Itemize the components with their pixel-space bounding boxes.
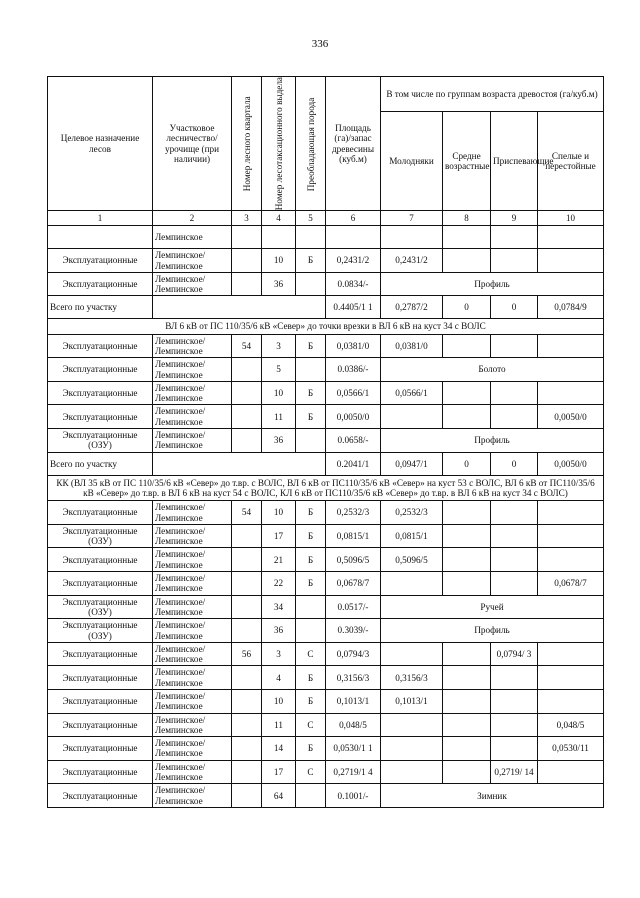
cell-quarter — [232, 249, 262, 273]
table-row — [48, 405, 604, 429]
cell-species: С — [296, 713, 326, 737]
cell-middle — [443, 572, 491, 596]
total-middle: 0 — [443, 452, 491, 475]
table-row — [48, 642, 604, 666]
cell-purpose: Эксплуатационные — [48, 501, 153, 525]
cell-purpose: Эксплуатационные — [48, 358, 153, 382]
cell-mature: 0,048/5 — [538, 713, 604, 737]
cell-young: 0,2532/3 — [381, 501, 443, 525]
cell-area: 0.0834/- — [326, 272, 381, 296]
cell-quarter — [232, 524, 262, 548]
cell-species — [296, 272, 326, 296]
cell-middle — [443, 249, 491, 273]
cell-area: 0,0530/1 1 — [326, 737, 381, 761]
cell-mature: 0,0678/7 — [538, 572, 604, 596]
cell-quarter — [232, 595, 262, 619]
cell-young — [381, 405, 443, 429]
header-young: Молодняки — [381, 111, 443, 210]
cell-area: 0,048/5 — [326, 713, 381, 737]
cell-young — [381, 642, 443, 666]
cell-forestry: Лемпинское/ Лемпинское — [153, 501, 232, 525]
table-body — [48, 226, 604, 808]
total-young: 0,0947/1 — [381, 452, 443, 475]
header-purpose: Целевое назначение лесов — [48, 77, 153, 211]
cell-quarter — [232, 572, 262, 596]
column-number: 6 — [326, 211, 381, 226]
cell-purpose: Эксплуатационные (ОЗУ) — [48, 619, 153, 643]
cell-forestry: Лемпинское/ Лемпинское — [153, 666, 232, 690]
cell-quarter — [232, 405, 262, 429]
cell-quarter — [232, 381, 262, 405]
cell-mature — [538, 381, 604, 405]
table-row — [48, 358, 604, 382]
cell-land-note: Профиль — [381, 619, 604, 643]
cell-species: С — [296, 642, 326, 666]
column-number: 3 — [232, 211, 262, 226]
table-row — [48, 690, 604, 714]
table-row — [48, 501, 604, 525]
cell-species: Б — [296, 405, 326, 429]
total-young: 0,2787/2 — [381, 296, 443, 319]
total-area: 0.2041/1 — [326, 452, 381, 475]
cell-mature — [538, 249, 604, 273]
cell-forestry: Лемпинское/ Лемпинское — [153, 690, 232, 714]
header-species: Преобладающая порода — [296, 77, 326, 211]
cell-area: 0,0815/1 — [326, 524, 381, 548]
cell-species: Б — [296, 381, 326, 405]
header-groups: В том числе по группам возраста древостоя (га/куб.м) — [381, 77, 604, 112]
total-label: Всего по участку — [48, 452, 153, 475]
cell-quarter: 56 — [232, 642, 262, 666]
cell-area: 0,5096/5 — [326, 548, 381, 572]
cell-forestry: Лемпинское/ Лемпинское — [153, 524, 232, 548]
cell-premature — [491, 334, 538, 358]
section-heading-row — [48, 319, 604, 334]
cell-young — [381, 713, 443, 737]
cell-middle — [443, 334, 491, 358]
cell-purpose: Эксплуатационные (ОЗУ) — [48, 595, 153, 619]
cell-premature — [491, 249, 538, 273]
cell-vydel: 10 — [262, 249, 296, 273]
cell-young — [381, 737, 443, 761]
cell-vydel: 10 — [262, 690, 296, 714]
header-mature: Спелые и перестойные — [538, 111, 604, 210]
cell-purpose — [48, 226, 153, 249]
cell-middle — [443, 642, 491, 666]
cell-young: 0,0566/1 — [381, 381, 443, 405]
cell-middle — [443, 666, 491, 690]
cell-purpose: Эксплуатационные (ОЗУ) — [48, 429, 153, 453]
cell-purpose: Эксплуатационные — [48, 249, 153, 273]
cell-young: 0,2431/2 — [381, 249, 443, 273]
cell-quarter — [232, 713, 262, 737]
cell-middle — [443, 501, 491, 525]
total-empty-cell — [153, 296, 326, 319]
cell-vydel: 5 — [262, 358, 296, 382]
cell-young: 0,5096/5 — [381, 548, 443, 572]
table-row — [48, 249, 604, 273]
cell-vydel: 11 — [262, 713, 296, 737]
table-row — [48, 666, 604, 690]
cell-young — [381, 760, 443, 784]
cell-vydel: 34 — [262, 595, 296, 619]
cell-purpose: Эксплуатационные (ОЗУ) — [48, 524, 153, 548]
cell-purpose: Эксплуатационные — [48, 713, 153, 737]
page-number: 336 — [311, 38, 329, 50]
column-numbers-row — [48, 211, 604, 226]
cell-forestry: Лемпинское/ Лемпинское — [153, 642, 232, 666]
cell-premature — [491, 666, 538, 690]
cell-mature — [538, 226, 604, 249]
cell-quarter: 54 — [232, 501, 262, 525]
cell-forestry: Лемпинское/ Лемпинское — [153, 619, 232, 643]
cell-vydel: 17 — [262, 524, 296, 548]
cell-quarter — [232, 760, 262, 784]
section-heading: ВЛ 6 кВ от ПС 110/35/6 кВ «Север» до точки врезки в ВЛ 6 кВ на куст 34 с ВОЛС — [48, 319, 604, 334]
cell-species: Б — [296, 666, 326, 690]
total-empty-cell — [153, 452, 326, 475]
cell-purpose: Эксплуатационные — [48, 548, 153, 572]
table-row — [48, 619, 604, 643]
table-row — [48, 784, 604, 808]
cell-premature — [491, 381, 538, 405]
cell-quarter — [232, 619, 262, 643]
cell-quarter — [232, 784, 262, 808]
cell-premature — [491, 548, 538, 572]
cell-mature — [538, 501, 604, 525]
cell-forestry: Лемпинское/ Лемпинское — [153, 429, 232, 453]
cell-vydel: 17 — [262, 760, 296, 784]
total-mature: 0,0050/0 — [538, 452, 604, 475]
cell-vydel: 3 — [262, 642, 296, 666]
cell-land-note: Болото — [381, 358, 604, 382]
cell-middle — [443, 760, 491, 784]
cell-young: 0,0815/1 — [381, 524, 443, 548]
cell-forestry: Лемпинское/ Лемпинское — [153, 381, 232, 405]
cell-quarter — [232, 737, 262, 761]
cell-area: 0,0794/3 — [326, 642, 381, 666]
total-premature: 0 — [491, 452, 538, 475]
section-heading-row — [48, 475, 604, 501]
cell-quarter — [232, 226, 262, 249]
cell-vydel: 21 — [262, 548, 296, 572]
cell-species: Б — [296, 737, 326, 761]
cell-area: 0.0517/- — [326, 595, 381, 619]
table-row — [48, 595, 604, 619]
cell-purpose: Эксплуатационные — [48, 784, 153, 808]
cell-purpose: Эксплуатационные — [48, 760, 153, 784]
cell-species: Б — [296, 572, 326, 596]
cell-species — [296, 429, 326, 453]
cell-species — [296, 784, 326, 808]
cell-species: Б — [296, 334, 326, 358]
cell-area: 0,0050/0 — [326, 405, 381, 429]
cell-vydel: 3 — [262, 334, 296, 358]
column-number: 2 — [153, 211, 232, 226]
cell-species — [296, 226, 326, 249]
cell-middle — [443, 548, 491, 572]
cell-premature — [491, 501, 538, 525]
section-heading: КК (ВЛ 35 кВ от ПС 110/35/6 кВ «Север» до т.вр. с ВОЛС, ВЛ 6 кВ от ПС110/35/6 кВ «Север» на куст 53 с ВОЛС, ВЛ 6 кВ от ПС110/35/6 кВ «Север» до т.вр. в ВЛ 6 кВ на куст 54 с ВОЛС, КЛ 6 кВ от ПС110/35/6 кВ «Север» до т.вр. в ВЛ 6 кВ на куст 34 с ВОЛС) — [48, 475, 604, 501]
cell-vydel: 10 — [262, 501, 296, 525]
cell-forestry: Лемпинское/ Лемпинское — [153, 272, 232, 296]
cell-forestry: Лемпинское/ Лемпинское — [153, 713, 232, 737]
cell-premature — [491, 690, 538, 714]
cell-middle — [443, 524, 491, 548]
cell-species: С — [296, 760, 326, 784]
table-row — [48, 272, 604, 296]
header-premature: Приспевающие — [491, 111, 538, 210]
cell-middle — [443, 405, 491, 429]
cell-species — [296, 619, 326, 643]
column-number: 8 — [443, 211, 491, 226]
column-number: 9 — [491, 211, 538, 226]
cell-area: 0,3156/3 — [326, 666, 381, 690]
cell-young: 0,3156/3 — [381, 666, 443, 690]
cell-mature — [538, 690, 604, 714]
cell-species: Б — [296, 548, 326, 572]
cell-species — [296, 358, 326, 382]
cell-forestry: Лемпинское/ Лемпинское — [153, 405, 232, 429]
cell-vydel: 11 — [262, 405, 296, 429]
cell-area: 0,0566/1 — [326, 381, 381, 405]
cell-area: 0,0381/0 — [326, 334, 381, 358]
cell-mature — [538, 760, 604, 784]
cell-land-note: Профиль — [381, 272, 604, 296]
cell-area: 0.1001/- — [326, 784, 381, 808]
cell-premature: 0,2719/ 14 — [491, 760, 538, 784]
cell-young: 0,0381/0 — [381, 334, 443, 358]
total-premature: 0 — [491, 296, 538, 319]
cell-forestry: Лемпинское/ Лемпинское — [153, 249, 232, 273]
cell-purpose: Эксплуатационные — [48, 642, 153, 666]
cell-purpose: Эксплуатационные — [48, 381, 153, 405]
table-row — [48, 381, 604, 405]
cell-mature — [538, 642, 604, 666]
cell-forestry: Лемпинское/ Лемпинское — [153, 334, 232, 358]
cell-quarter — [232, 690, 262, 714]
cell-quarter — [232, 548, 262, 572]
total-label: Всего по участку — [48, 296, 153, 319]
total-mature: 0,0784/9 — [538, 296, 604, 319]
cell-vydel: 36 — [262, 619, 296, 643]
cell-species: Б — [296, 690, 326, 714]
cell-quarter — [232, 666, 262, 690]
cell-mature — [538, 548, 604, 572]
cell-mature — [538, 524, 604, 548]
column-number: 10 — [538, 211, 604, 226]
table-row — [48, 226, 604, 249]
cell-young — [381, 572, 443, 596]
cell-area: 0.0386/- — [326, 358, 381, 382]
cell-area: 0,1013/1 — [326, 690, 381, 714]
header-middle: Средне возрастные — [443, 111, 491, 210]
cell-forestry: Лемпинское/ Лемпинское — [153, 595, 232, 619]
cell-area: 0,2431/2 — [326, 249, 381, 273]
cell-land-note: Профиль — [381, 429, 604, 453]
cell-forestry: Лемпинское/ Лемпинское — [153, 572, 232, 596]
cell-middle — [443, 226, 491, 249]
cell-purpose: Эксплуатационные — [48, 334, 153, 358]
header-forestry: Участковое лесничество/ урочище (при наличии) — [153, 77, 232, 211]
cell-premature — [491, 713, 538, 737]
cell-middle — [443, 381, 491, 405]
cell-land-note: Зимник — [381, 784, 604, 808]
cell-middle — [443, 690, 491, 714]
cell-mature: 0,0050/0 — [538, 405, 604, 429]
cell-quarter: 54 — [232, 334, 262, 358]
cell-young — [381, 226, 443, 249]
cell-purpose: Эксплуатационные — [48, 690, 153, 714]
cell-quarter — [232, 272, 262, 296]
table-row — [48, 760, 604, 784]
cell-premature: 0,0794/ 3 — [491, 642, 538, 666]
cell-purpose: Эксплуатационные — [48, 572, 153, 596]
total-row — [48, 452, 604, 475]
header-vydel: Номер лесотаксационного выдела — [262, 77, 296, 211]
cell-vydel: 36 — [262, 272, 296, 296]
cell-vydel: 14 — [262, 737, 296, 761]
table-row — [48, 548, 604, 572]
cell-purpose: Эксплуатационные — [48, 272, 153, 296]
cell-vydel: 22 — [262, 572, 296, 596]
cell-area: 0,0678/7 — [326, 572, 381, 596]
column-number: 1 — [48, 211, 153, 226]
cell-species: Б — [296, 249, 326, 273]
cell-purpose: Эксплуатационные — [48, 737, 153, 761]
total-row — [48, 296, 604, 319]
cell-quarter — [232, 358, 262, 382]
cell-premature — [491, 737, 538, 761]
table-row — [48, 334, 604, 358]
cell-forestry: Лемпинское/ Лемпинское — [153, 760, 232, 784]
cell-land-note: Ручей — [381, 595, 604, 619]
cell-mature: 0,0530/11 — [538, 737, 604, 761]
total-area: 0.4405/1 1 — [326, 296, 381, 319]
table-row — [48, 429, 604, 453]
cell-premature — [491, 524, 538, 548]
cell-area: 0,2719/1 4 — [326, 760, 381, 784]
cell-species: Б — [296, 524, 326, 548]
cell-area — [326, 226, 381, 249]
cell-vydel: 36 — [262, 429, 296, 453]
column-number: 5 — [296, 211, 326, 226]
cell-mature — [538, 666, 604, 690]
cell-premature — [491, 405, 538, 429]
table-row — [48, 572, 604, 596]
table-row — [48, 713, 604, 737]
cell-area: 0.0658/- — [326, 429, 381, 453]
cell-vydel: 64 — [262, 784, 296, 808]
cell-species: Б — [296, 501, 326, 525]
cell-forestry: Лемпинское/ Лемпинское — [153, 784, 232, 808]
cell-forestry: Лемпинское — [153, 226, 232, 249]
cell-premature — [491, 226, 538, 249]
cell-premature — [491, 572, 538, 596]
cell-vydel — [262, 226, 296, 249]
table-row — [48, 737, 604, 761]
cell-vydel: 10 — [262, 381, 296, 405]
cell-area: 0.3039/- — [326, 619, 381, 643]
header-area: Площадь (га)/запас древесины (куб.м) — [326, 77, 381, 211]
cell-vydel: 4 — [262, 666, 296, 690]
cell-species — [296, 595, 326, 619]
cell-mature — [538, 334, 604, 358]
cell-area: 0,2532/3 — [326, 501, 381, 525]
cell-purpose: Эксплуатационные — [48, 666, 153, 690]
cell-young: 0,1013/1 — [381, 690, 443, 714]
header-quarter: Номер лесного квартала — [232, 77, 262, 211]
cell-purpose: Эксплуатационные — [48, 405, 153, 429]
cell-quarter — [232, 429, 262, 453]
cell-forestry: Лемпинское/ Лемпинское — [153, 548, 232, 572]
cell-forestry: Лемпинское/ Лемпинское — [153, 358, 232, 382]
total-middle: 0 — [443, 296, 491, 319]
column-number: 4 — [262, 211, 296, 226]
cell-middle — [443, 737, 491, 761]
table-row — [48, 524, 604, 548]
cell-middle — [443, 713, 491, 737]
forest-table — [47, 76, 604, 808]
cell-forestry: Лемпинское/ Лемпинское — [153, 737, 232, 761]
column-number: 7 — [381, 211, 443, 226]
